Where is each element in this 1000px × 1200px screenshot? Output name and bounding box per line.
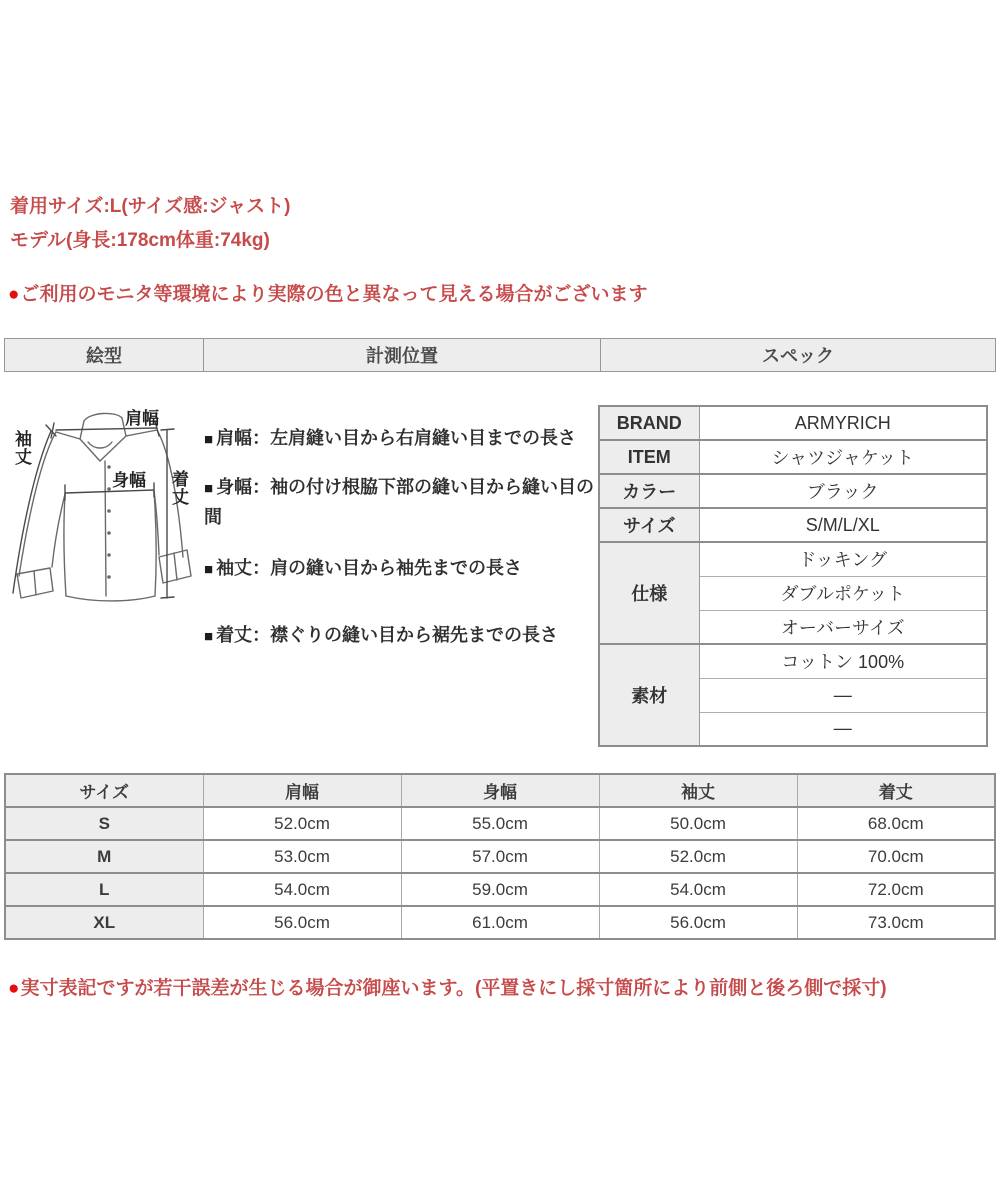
measure-label: 袖丈: [216, 558, 253, 578]
size-row-s: [5, 807, 995, 840]
wear-size-line: 着用サイズ:L(サイズ感:ジャスト): [10, 196, 291, 217]
section-header-measure-position: 計測位置: [203, 339, 600, 371]
diagram-label-body-width: 身幅: [112, 471, 146, 490]
spec-value: ドッキング: [699, 542, 987, 576]
spec-value: —: [699, 678, 987, 712]
monitor-notice-text: ご利用のモニタ等環境により実際の色と異なって見える場合がございます: [20, 284, 648, 305]
spec-label: BRAND: [599, 406, 699, 440]
spec-row-item: [599, 440, 987, 474]
shirt-outline: [17, 413, 191, 601]
spec-value: ダブルポケット: [699, 576, 987, 610]
measure-sep: ：: [252, 625, 271, 645]
size-name: L: [5, 873, 203, 906]
spec-label: 素材: [599, 644, 699, 746]
size-chart-header: 着丈: [797, 774, 995, 807]
size-chart-table: [4, 773, 996, 940]
monitor-notice: [8, 278, 648, 312]
diagram-label-sleeve: 袖丈: [12, 430, 31, 466]
caution-note: [8, 972, 887, 1006]
measure-desc-shoulder: [204, 424, 606, 454]
size-value: 55.0cm: [401, 807, 599, 840]
section-header-diagram: 絵型: [86, 346, 122, 366]
red-dot-icon: ●: [8, 978, 20, 999]
size-value: 56.0cm: [599, 906, 797, 939]
measure-sep: ：: [252, 558, 271, 578]
spec-value: オーバーサイズ: [699, 610, 987, 644]
size-name: XL: [5, 906, 203, 939]
measurement-lines: [13, 421, 174, 598]
spec-value: ARMYRICH: [699, 406, 987, 440]
measure-desc-body-width: [204, 473, 606, 531]
square-bullet-icon: ■: [204, 561, 214, 578]
spec-label: ITEM: [599, 440, 699, 474]
size-value: 68.0cm: [797, 807, 995, 840]
square-bullet-icon: ■: [204, 480, 214, 497]
size-row-m: [5, 840, 995, 873]
spec-row-feature: [599, 542, 987, 576]
size-value: 54.0cm: [203, 873, 401, 906]
spec-row-brand: [599, 406, 987, 440]
model-info-line: モデル(身長:178cm体重:74kg): [10, 230, 270, 251]
spec-value: —: [699, 712, 987, 746]
shirt-diagram: [8, 400, 203, 615]
spec-label: カラー: [599, 474, 699, 508]
spec-row-color: [599, 474, 987, 508]
measure-sep: ：: [252, 428, 271, 448]
size-value: 59.0cm: [401, 873, 599, 906]
size-row-xl: [5, 906, 995, 939]
size-value: 72.0cm: [797, 873, 995, 906]
size-chart-header: 身幅: [401, 774, 599, 807]
size-value: 56.0cm: [203, 906, 401, 939]
measure-text: 襟ぐりの縫い目から裾先までの長さ: [270, 625, 559, 645]
size-chart-header-row: [5, 774, 995, 807]
section-header-bar: [4, 338, 996, 372]
red-dot-icon: ●: [8, 284, 20, 305]
size-name: M: [5, 840, 203, 873]
spec-row-material: [599, 644, 987, 678]
size-chart-header: 肩幅: [203, 774, 401, 807]
spec-label: 仕様: [599, 542, 699, 644]
spec-row-size: [599, 508, 987, 542]
measure-label: 肩幅: [216, 428, 253, 448]
spec-value: コットン 100%: [699, 644, 987, 678]
caution-note-text: 実寸表記ですが若干誤差が生じる場合が御座います。(平置きにし採寸箇所により前側と後ろ側で採寸): [20, 978, 887, 999]
shoulder-width-line: [56, 428, 157, 430]
size-value: 50.0cm: [599, 807, 797, 840]
measure-desc-length: [204, 621, 606, 651]
size-value: 54.0cm: [599, 873, 797, 906]
spec-table: [598, 405, 988, 747]
shirt-buttons: [107, 465, 111, 579]
size-value: 52.0cm: [599, 840, 797, 873]
size-chart-header: 袖丈: [599, 774, 797, 807]
shirt-sketch-svg: [8, 400, 203, 615]
measure-sep: ：: [252, 477, 271, 497]
size-value: 70.0cm: [797, 840, 995, 873]
diagram-label-shoulder: 肩幅: [125, 409, 159, 428]
size-value: 53.0cm: [203, 840, 401, 873]
square-bullet-icon: ■: [204, 431, 214, 448]
measure-text: 袖の付け根脇下部の縫い目から縫い目の間: [204, 477, 595, 527]
spec-value: ブラック: [699, 474, 987, 508]
spec-label: サイズ: [599, 508, 699, 542]
size-value: 61.0cm: [401, 906, 599, 939]
measure-desc-sleeve: [204, 554, 606, 584]
measure-text: 左肩縫い目から右肩縫い目までの長さ: [270, 428, 577, 448]
size-row-l: [5, 873, 995, 906]
size-chart-header: サイズ: [5, 774, 203, 807]
size-value: 73.0cm: [797, 906, 995, 939]
measure-label: 着丈: [216, 625, 253, 645]
square-bullet-icon: ■: [204, 628, 214, 645]
section-header-spec: スペック: [600, 339, 995, 371]
diagram-label-length: 着丈: [169, 470, 188, 506]
measure-label: 身幅: [216, 477, 253, 497]
size-value: 57.0cm: [401, 840, 599, 873]
spec-value: S/M/L/XL: [699, 508, 987, 542]
size-name: S: [5, 807, 203, 840]
wear-info: [10, 190, 291, 258]
size-value: 52.0cm: [203, 807, 401, 840]
spec-value: シャツジャケット: [699, 440, 987, 474]
measure-text: 肩の縫い目から袖先までの長さ: [270, 558, 523, 578]
